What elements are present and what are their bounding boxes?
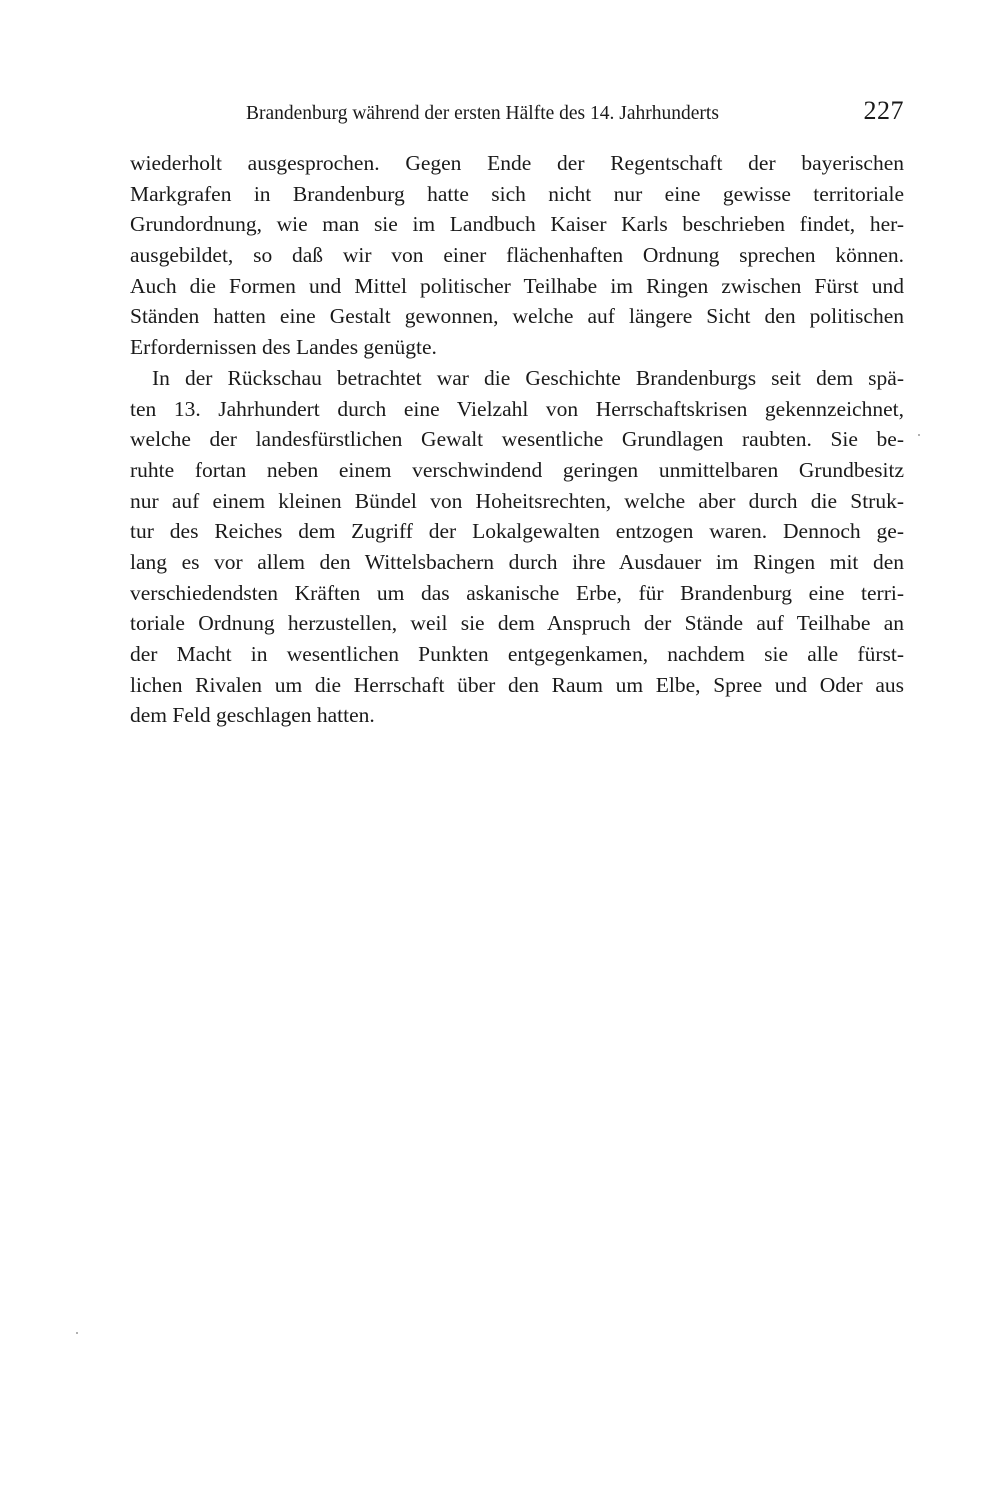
text-line: verschiedendsten Kräften um das askanische Erbe, für Brandenburg eine terri- [130, 580, 904, 605]
text-line: Grundordnung, wie man sie im Landbuch Kaiser Karls beschrieben findet, her- [130, 212, 904, 237]
text-line: Markgrafen in Brandenburg hatte sich nicht nur eine gewisse territoriale [130, 181, 904, 206]
running-title: Brandenburg während der ersten Hälfte des 14. Jahrhunderts [246, 103, 719, 124]
text-line: Erfordernissen des Landes genügte. [130, 335, 437, 360]
text-line: toriale Ordnung herzustellen, weil sie dem Anspruch der Stände auf Teilhabe an [130, 611, 904, 636]
text-line: der Macht in wesentlichen Punkten entgegenkamen, nachdem sie alle fürst- [130, 642, 904, 666]
text-line: Auch die Formen und Mittel politischer Teilhabe im Ringen zwischen Fürst und [130, 273, 904, 298]
text-line: Ständen hatten eine Gestalt gewonnen, welche auf längere Sicht den politischen [130, 304, 904, 329]
body-text [130, 148, 904, 731]
running-head [130, 96, 904, 132]
scan-speck [918, 434, 920, 436]
text-line: ruhte fortan neben einem verschwindend geringen unmittelbaren Grundbesitz [130, 457, 904, 482]
page-number: 227 [863, 96, 904, 125]
text-line: lichen Rivalen um die Herrschaft über den Raum um Elbe, Spree und Oder aus [130, 672, 904, 697]
text-line: ten 13. Jahrhundert durch eine Vielzahl von Herrschaftskrisen gekennzeichnet, [130, 396, 904, 421]
text-line: welche der landesfürstlichen Gewalt wesentliche Grundlagen raubten. Sie be- [130, 427, 904, 452]
text-line: nur auf einem kleinen Bündel von Hoheitsrechten, welche aber durch die Struk- [130, 488, 904, 513]
text-line: lang es vor allem den Wittelsbachern durch ihre Ausdauer im Ringen mit den [130, 549, 904, 574]
text-line: wiederholt ausgesprochen. Gegen Ende der Regentschaft der bayerischen [130, 151, 904, 175]
text-line: ausgebildet, so daß wir von einer flächenhaften Ordnung sprechen können. [130, 243, 904, 268]
paragraph-1 [130, 148, 904, 363]
scan-speck [76, 1332, 78, 1334]
text-line: dem Feld geschlagen hatten. [130, 703, 375, 728]
text-line: tur des Reiches dem Zugriff der Lokalgewalten entzogen waren. Dennoch ge- [130, 519, 904, 544]
text-line: In der Rückschau betrachtet war die Geschichte Brandenburgs seit dem spä- [152, 365, 904, 390]
paragraph-2 [130, 363, 904, 731]
